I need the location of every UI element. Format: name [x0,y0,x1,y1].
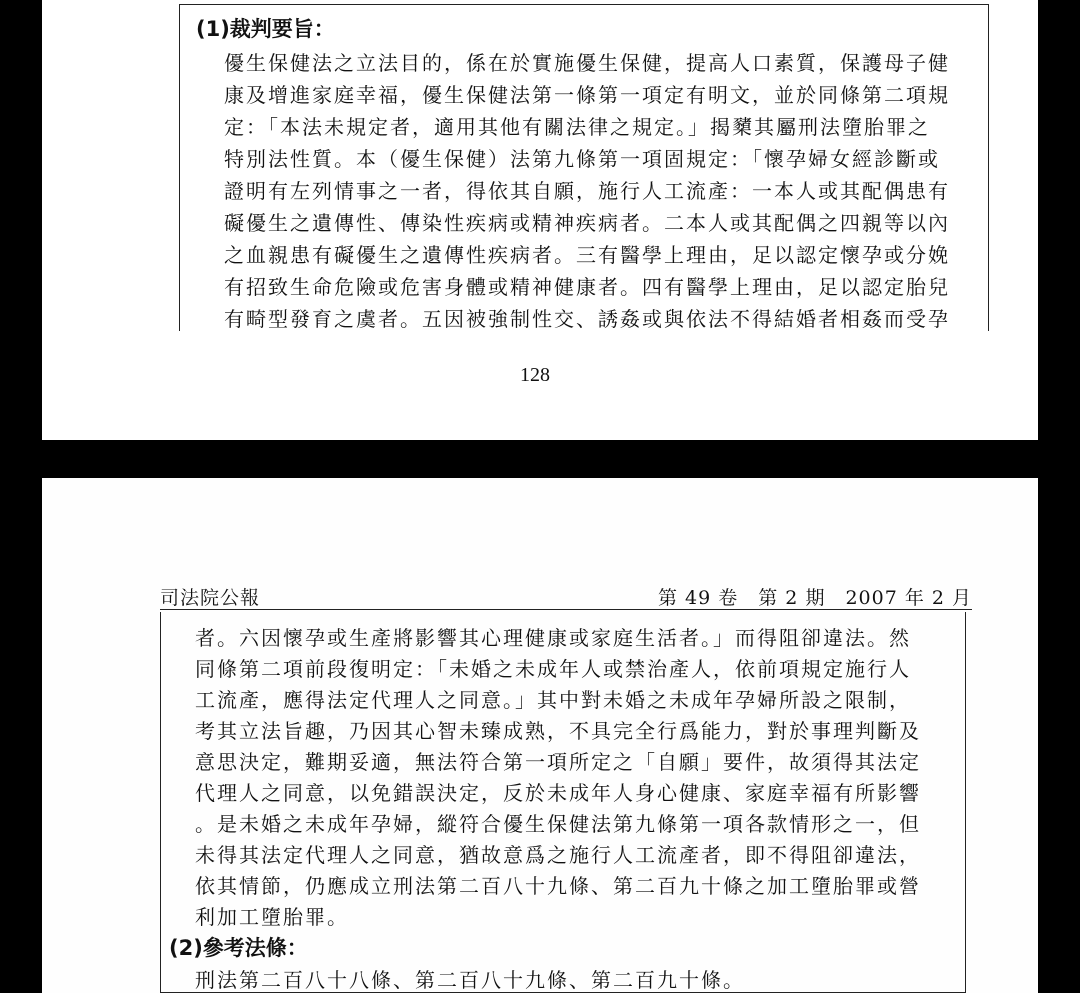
page-number: 128 [520,364,550,386]
text-line: 有招致生命危險或危害身體或精神健康者。四有醫學上理由，足以認定胎兒 [224,275,950,299]
section-heading-ruling-summary: (1)裁判要旨： [196,17,335,41]
text-line: 證明有左列情事之一者，得依其自願，施行人工流產：一本人或其配偶患有 [224,179,950,203]
text-line: 礙優生之遺傳性、傳染性疾病或精神疾病者。二本人或其配偶之四親等以內 [224,211,950,235]
text-line: 之血親患有礙優生之遺傳性疾病者。三有醫學上理由，足以認定懷孕或分娩 [224,243,950,267]
text-line: 定：「本法未規定者，適用其他有關法律之規定。」揭櫫其屬刑法墮胎罪之 [224,115,930,139]
text-line: 特別法性質。本（優生保健）法第九條第一項固規定：「懷孕婦女經診斷或 [224,147,940,171]
text-line: 代理人之同意，以免錯誤決定，反於未成年人身心健康、家庭幸福有所影響 [195,781,921,805]
text-line: 利加工墮胎罪。 [195,905,349,929]
text-line: 康及增進家庭幸福，優生保健法第一條第一項定有明文，並於同條第二項規 [224,83,950,107]
journal-title: 司法院公報 [160,587,261,609]
page-header [160,581,972,610]
text-line: 意思決定，難期妥適，無法符合第一項所定之「自願」要件，故須得其法定 [195,750,921,774]
text-line: 工流產，應得法定代理人之同意。」其中對未婚之未成年孕婦所設之限制， [195,688,911,712]
judicial-gazette-page [42,478,1038,993]
text-line: 者。六因懷孕或生產將影響其心理健康或家庭生活者。」而得阻卻違法。然 [195,626,911,650]
text-line: 。是未婚之未成年孕婦，縱符合優生保健法第九條第一項各款情形之一，但 [195,812,921,836]
text-line: 考其立法旨趣，乃因其心智未臻成熟，不具完全行爲能力，對於事理判斷及 [195,719,921,743]
reference-articles-line: 刑法第二百八十八條、第二百八十九條、第二百九十條。 [195,968,745,992]
text-line: 有畸型發育之虞者。五因被強制性交、誘姦或與依法不得結婚者相姦而受孕 [224,307,950,331]
ruling-continuation-box [160,612,966,993]
section-heading-reference-articles: (2)參考法條： [169,936,308,960]
text-line: 同條第二項前段復明定：「未婚之未成年人或禁治產人，依前項規定施行人 [195,657,911,681]
page-128 [42,0,1038,440]
text-line: 優生保健法之立法目的，係在於實施優生保健，提高人口素質，保護母子健 [224,51,950,75]
text-line: 依其情節，仍應成立刑法第二百八十九條、第二百九十條之加工墮胎罪或營 [195,874,921,898]
issue-info: 第 49 卷 第 2 期 2007 年 2 月 [658,587,972,609]
text-line: 未得其法定代理人之同意，猶故意爲之施行人工流產者，即不得阻卻違法， [195,843,921,867]
ruling-summary-box [179,4,989,331]
